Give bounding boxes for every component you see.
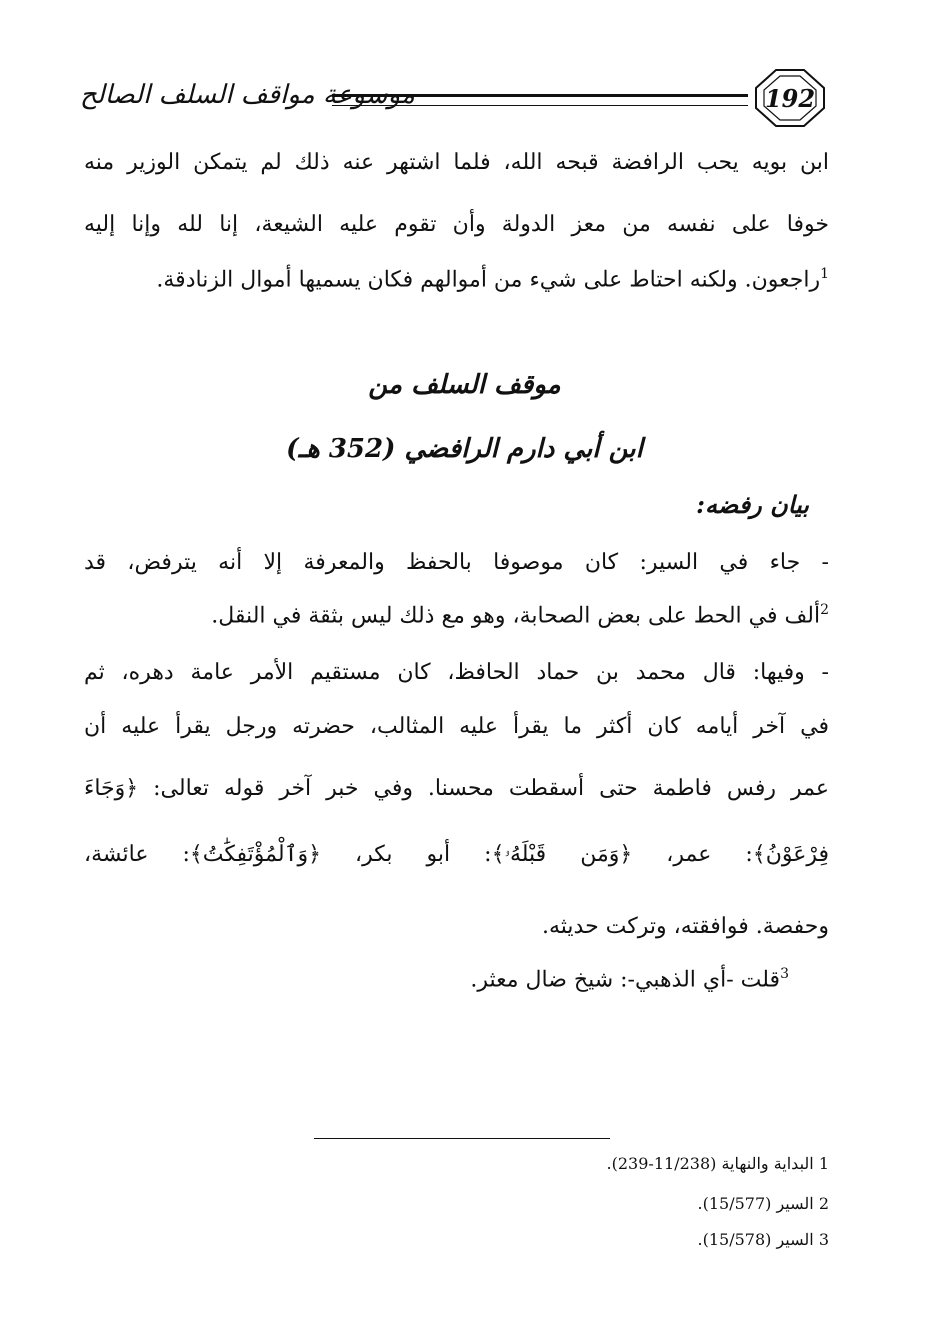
body-line: وحفصة. فوافقته، وتركت حديثه. — [541, 914, 829, 939]
body-line: - جاء في السير: كان موصوفا بالحفظ والمعرفة إلا أنه يترفض، قد — [84, 550, 829, 575]
body-line: عمر رفس فاطمة حتى أسقطت محسنا. وفي خبر آخر قوله تعالى: ﴿وَجَاءَ — [84, 776, 829, 801]
body-line: فِرْعَوْنُ﴾: عمر، ﴿وَمَن قَبْلَهُۥ﴾: أبو بكر، ﴿وَٱلْمُؤْتَفِكَٰتُ﴾: عائشة، — [84, 842, 829, 867]
body-line: $^1$راجعون. ولكنه احتاط على شيء من أموالهم فكان يسميها أموال الزنادقة. — [156, 266, 829, 293]
body-line: - وفيها: قال محمد بن حماد الحافظ، كان مستقيم الأمر عامة دهره، ثم — [84, 660, 829, 685]
section-heading: موقف السلف من — [368, 370, 561, 400]
page-number: 192 — [764, 84, 816, 113]
body-line: $^3$قلت -أي الذهبي-: شيخ ضال معثر. — [470, 966, 789, 993]
header-rule — [332, 94, 748, 106]
footnote-marker: 2 — [820, 602, 829, 618]
footnote-marker: 3 — [780, 966, 789, 982]
book-title: موسوعة مواقف السلف الصالح — [80, 80, 415, 110]
footnote: 3 السير (15/578). — [697, 1230, 829, 1249]
subheading: بيان رفضه: — [696, 490, 809, 519]
footnote-rule — [314, 1138, 610, 1139]
footnote: 2 السير (15/577). — [697, 1194, 829, 1213]
page-number-badge — [754, 68, 826, 128]
body-line: خوفا على نفسه من معز الدولة وأن تقوم عليه الشيعة، إنا لله وإنا إليه — [84, 212, 829, 237]
body-line: ابن بويه يحب الرافضة قبحه الله، فلما اشتهر عنه ذلك لم يتمكن الوزير منه — [84, 150, 829, 175]
footnote-marker: 1 — [820, 266, 829, 282]
page-header — [60, 68, 840, 128]
body-line: في آخر أيامه كان أكثر ما يقرأ عليه المثالب، حضرته ورجل يقرأ عليه أن — [84, 714, 829, 739]
section-heading-subject: ابن أبي دارم الرافضي (352 هـ) — [286, 434, 643, 464]
footnote: 1 البداية والنهاية (11/238-239). — [606, 1154, 829, 1173]
body-line: $^2$ألف في الحط على بعض الصحابة، وهو مع ذلك ليس بثقة في النقل. — [211, 602, 829, 629]
